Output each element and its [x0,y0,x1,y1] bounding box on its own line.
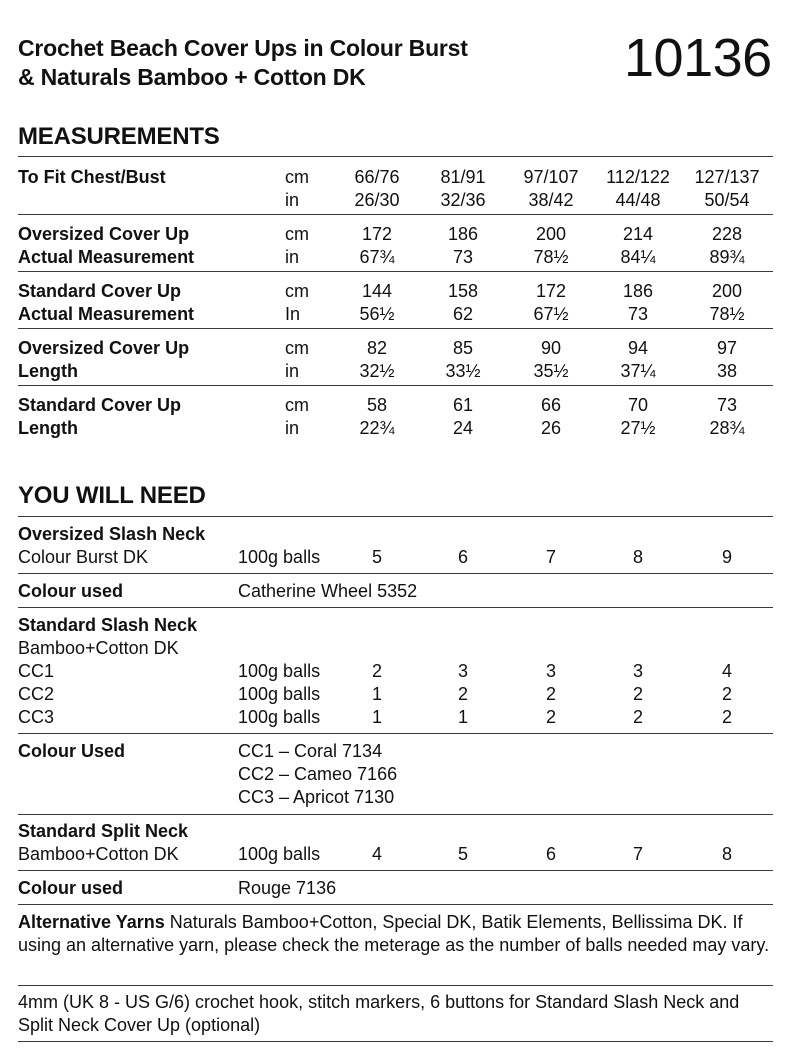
measurement-value: 38 [716,361,738,381]
colour-used-value: CC1 – Coral 7134 [238,741,383,761]
unit-label: In [285,304,301,324]
measurement-value: 73 [716,395,738,415]
ball-count: 2 [457,684,469,704]
ball-count: 2 [721,707,733,727]
ball-unit: 100g balls [238,684,321,704]
ball-count: 3 [457,661,469,681]
alternative-yarns-note [18,911,778,957]
oversized-slash-yarn: Colour Burst DK [18,547,149,567]
measurement-value: 56½ [359,304,395,324]
standard-split-unit: 100g balls [238,844,321,864]
unit-label: in [285,418,300,438]
standard-slash-title: Standard Slash Neck [18,615,198,635]
pattern-title [18,34,468,92]
measurement-value: 70 [627,395,649,415]
ball-unit: 100g balls [238,707,321,727]
measurement-value: 58 [366,395,388,415]
measurement-value: 144 [361,281,393,301]
measurement-value: 27½ [620,418,656,438]
divider [18,328,773,329]
divider [18,985,773,986]
measurement-value: 73 [452,247,474,267]
measurement-value: 67¾ [359,247,395,267]
measurement-value: 172 [361,224,393,244]
divider [18,1041,773,1042]
measurement-value: 97 [716,338,738,358]
measurement-label: Oversized Cover Up [18,338,190,358]
you-will-need-heading: YOU WILL NEED [18,482,206,509]
ball-count: 1 [371,707,383,727]
measurement-value: 66 [540,395,562,415]
measurement-value: 24 [452,418,474,438]
measurement-value: 26 [540,418,562,438]
measurement-value: 62 [452,304,474,324]
standard-split-yarn: Bamboo+Cotton DK [18,844,179,864]
measurement-value: 67½ [533,304,569,324]
measurement-value: 97/107 [523,167,579,187]
colour-used-value: Catherine Wheel 5352 [238,581,418,601]
ball-count: 1 [371,684,383,704]
measurement-value: 112/122 [606,167,670,187]
measurement-label: Actual Measurement [18,304,195,324]
ball-count: 1 [457,707,469,727]
divider [18,214,773,215]
measurement-label: Standard Cover Up [18,395,182,415]
ball-count: 4 [721,661,733,681]
measurement-value: 78½ [533,247,569,267]
measurement-value: 127/137 [694,167,760,187]
divider [18,814,773,815]
measurement-label: Actual Measurement [18,247,195,267]
oversized-slash-unit: 100g balls [238,547,321,567]
measurement-value: 94 [627,338,649,358]
ball-count: 2 [371,661,383,681]
measurement-value: 228 [711,224,743,244]
unit-label: cm [285,338,309,358]
unit-label: cm [285,167,309,187]
divider [18,156,773,157]
measurement-label: Length [18,418,78,438]
colour-used-label: Colour used [18,581,124,601]
unit-label: in [285,247,300,267]
oversized-slash-title: Oversized Slash Neck [18,524,206,544]
ball-count: 2 [545,684,557,704]
colour-used-value: Rouge 7136 [238,878,337,898]
measurement-value: 28¾ [709,418,745,438]
ball-count: 5 [457,844,469,864]
divider [18,385,773,386]
pattern-title-line2: & Naturals Bamboo + Cotton DK [18,64,366,90]
contrast-colour-label: CC1 [18,661,55,681]
measurement-value: 186 [447,224,479,244]
measurement-value: 158 [447,281,479,301]
standard-split-title: Standard Split Neck [18,821,189,841]
measurement-value: 35½ [533,361,569,381]
measurement-value: 33½ [445,361,481,381]
unit-label: in [285,361,300,381]
measurement-value: 200 [535,224,567,244]
alternative-yarns-text: Naturals Bamboo+Cotton, Special DK, Batik Elements, Bellissima DK. If using an alternative yarn, please check the meterage as the number of balls needed may vary. [18,912,770,955]
ball-count: 5 [371,547,383,567]
ball-count: 2 [632,684,644,704]
measurement-value: 50/54 [704,190,750,210]
measurement-value: 82 [366,338,388,358]
hook-note: 4mm (UK 8 - US G/6) crochet hook, stitch markers, 6 buttons for Standard Slash Neck and Split Neck Cover Up (optional) [18,992,740,1035]
divider [18,904,773,905]
standard-slash-yarn: Bamboo+Cotton DK [18,638,179,658]
ball-count: 3 [632,661,644,681]
measurement-value: 22¾ [359,418,395,438]
ball-count: 9 [721,547,733,567]
ball-count: 6 [457,547,469,567]
measurement-value: 78½ [709,304,745,324]
divider [18,733,773,734]
measurement-value: 26/30 [354,190,400,210]
pattern-title-line1: Crochet Beach Cover Ups in Colour Burst [18,35,468,61]
alternative-yarns-label: Alternative Yarns [18,912,165,932]
ball-count: 2 [545,707,557,727]
measurement-label: Length [18,361,78,381]
divider [18,870,773,871]
ball-count: 3 [545,661,557,681]
measurement-value: 32/36 [440,190,486,210]
ball-count: 6 [545,844,557,864]
measurement-value: 200 [711,281,743,301]
measurement-value: 38/42 [528,190,574,210]
measurement-value: 214 [622,224,654,244]
ball-count: 4 [371,844,383,864]
unit-label: cm [285,224,309,244]
measurement-value: 186 [622,281,654,301]
measurement-value: 37¼ [620,361,656,381]
ball-count: 7 [545,547,557,567]
measurement-value: 73 [627,304,649,324]
unit-label: cm [285,395,309,415]
measurements-heading: MEASUREMENTS [18,123,220,150]
measurement-value: 90 [540,338,562,358]
divider [18,271,773,272]
colour-used-value: CC3 – Apricot 7130 [238,787,395,807]
measurement-value: 89¾ [709,247,745,267]
measurement-value: 44/48 [615,190,661,210]
ball-count: 2 [721,684,733,704]
unit-label: cm [285,281,309,301]
measurement-value: 84¼ [620,247,656,267]
measurement-label: To Fit Chest/Bust [18,167,166,187]
pattern-number: 10136 [624,28,772,88]
divider [18,607,773,608]
ball-count: 8 [632,547,644,567]
ball-count: 7 [632,844,644,864]
measurement-value: 61 [452,395,474,415]
measurement-value: 81/91 [440,167,486,187]
colour-used-label: Colour used [18,878,124,898]
divider [18,516,773,517]
ball-unit: 100g balls [238,661,321,681]
contrast-colour-label: CC2 [18,684,55,704]
measurement-value: 85 [452,338,474,358]
measurement-label: Oversized Cover Up [18,224,190,244]
colour-used-label: Colour Used [18,741,126,761]
ball-count: 8 [721,844,733,864]
contrast-colour-label: CC3 [18,707,55,727]
measurement-value: 32½ [359,361,395,381]
divider [18,573,773,574]
colour-used-value: CC2 – Cameo 7166 [238,764,398,784]
measurement-label: Standard Cover Up [18,281,182,301]
measurement-value: 66/76 [354,167,400,187]
ball-count: 2 [632,707,644,727]
measurement-value: 172 [535,281,567,301]
unit-label: in [285,190,300,210]
